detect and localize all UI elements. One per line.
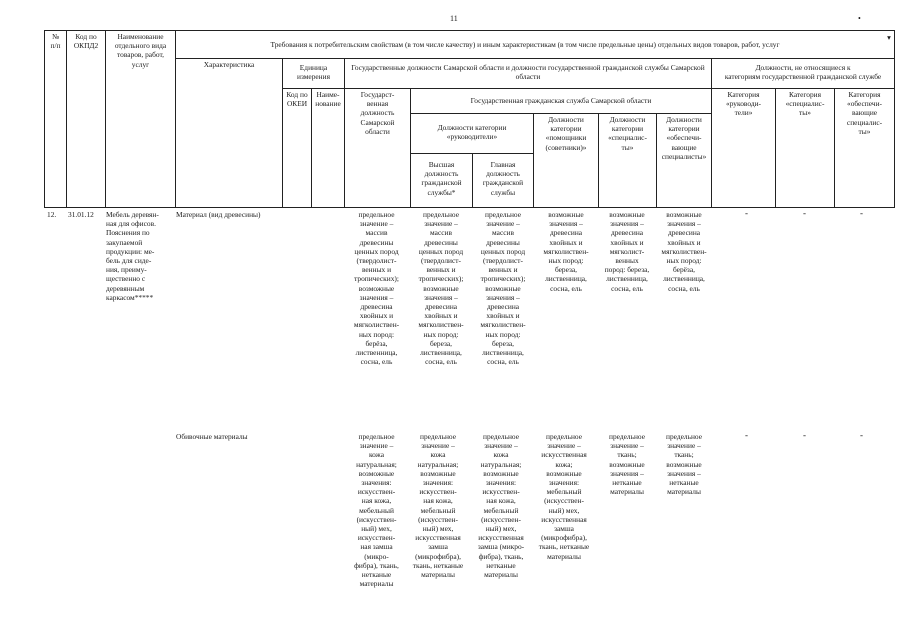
material-main: предельное значение – массив древесины ценных пород (твердолист- венных и тропических); возможные значения – древесина хвойных и мягколиствен- ных пород: береза, лиственница, сосна, ель — [480, 210, 526, 367]
row-okpd: 31.01.12 — [68, 210, 94, 219]
material-highest: предельное значение – массив древесины ценных пород (твердолист- венных и тропических); возможные значения – древесина хвойных и мягколиствен- ных пород: береза, лиственница, сосна, ель — [418, 210, 464, 367]
header-num: № п/п — [50, 32, 61, 51]
header-requirements: Требования к потребительским свойствам (в том числе качеству) и иным характеристикам (в том числе предельные цены) отдельных видов товаров, работ, услуг — [270, 40, 780, 49]
header-characteristic: Характеристика — [203, 60, 255, 69]
upholstery-support: предельное значение – ткань; возможные значения – нетканые материалы — [666, 432, 702, 497]
upholstery-state-position: предельное значение – кожа натуральная; возможные значения: искусствен- ная кожа, мебельный (искусствен- ный) мех, искусствен- ная замша (микро- фибра), ткань, нетканые материалы — [354, 432, 399, 589]
header-highest: Высшая должность гражданской службы* — [421, 160, 462, 197]
upholstery-specialists: предельное значение – ткань; возможные значения – нетканые материалы — [609, 432, 645, 497]
page-number: 11 — [450, 14, 458, 23]
characteristic-upholstery-label: Обивочные материалы — [176, 432, 248, 441]
header-unit-code: Код по ОКЕИ — [286, 90, 308, 109]
material-assistants: возможные значения – древесина хвойных и мягколиствен- ных пород: береза, лиственница, сосна, ель — [543, 210, 589, 293]
characteristic-material-label: Материал (вид древесины) — [176, 210, 261, 219]
material-cat-support: - — [860, 208, 863, 218]
header-civil-service: Государственная гражданская служба Самарской области — [470, 96, 652, 105]
header-other-positions: Должности, не относящиеся к категориям государственной гражданской службе — [724, 63, 882, 82]
upholstery-main: предельное значение – кожа натуральная; возможные значения: искусствен- ная кожа, мебельный (искусствен- ный) мех, искусственная замша (микро- фибра), ткань, нетканые материалы — [477, 432, 525, 580]
header-okpd: Код по ОКПД2 — [73, 32, 99, 51]
material-specialists: возможные значения – древесина хвойных и мягколист- венных пород: береза, лиственница, сосна, ель — [604, 210, 650, 293]
header-main: Главная должность гражданской службы — [482, 160, 524, 197]
header-managers: Должности категории «руководители» — [437, 123, 507, 142]
material-cat-managers: - — [745, 208, 748, 218]
header-assistants: Должности категории «помощники (советники)» — [545, 115, 587, 152]
material-state-position: предельное значение – массив древесины ценных пород (твердолист- венных и тропических); возможные значения – древесина хвойных и мягколиствен- ных пород: берёза, лиственница, сосна, ель — [353, 210, 400, 367]
header-support: Должности категории «обеспечи- вающие специалисты» — [661, 115, 707, 161]
upholstery-assistants: предельное значение – искусственная кожа; возможные значения: мебельный (искусствен- ный) мех, искусственная замша (микрофибра), ткань, нетканые материалы — [538, 432, 590, 561]
header-specialists: Должности категории «специалис- ты» — [608, 115, 647, 152]
row-num: 12. — [47, 210, 57, 219]
header-right-mark: ▾ — [887, 33, 891, 42]
header-unit-name: Наиме- нование — [315, 90, 341, 109]
header-cat-managers: Категория «руководи- тели» — [726, 90, 761, 118]
upholstery-cat-managers: - — [745, 430, 748, 440]
material-cat-specialists: - — [803, 208, 806, 218]
corner-mark: • — [858, 14, 861, 23]
upholstery-cat-specialists: - — [803, 430, 806, 440]
upholstery-highest: предельное значение – кожа натуральная; возможные значения: искусствен- ная кожа, мебельный (искусствен- ный) мех, искусственная замша (микрофибра), ткань, нетканые материалы — [412, 432, 464, 580]
header-cat-support: Категория «обеспечи- вающие специалис- ты» — [846, 90, 883, 136]
header-cat-specialists: Категория «специалис- ты» — [785, 90, 825, 118]
header-positions-group: Государственные должности Самарской области и должности государственной гражданской службы Самарской области — [351, 63, 705, 82]
upholstery-cat-support: - — [860, 430, 863, 440]
row-item-name: Мебель деревян- ная для офисов. Пояснения по закупаемой продукции: ме- бель для сиде- ния, преиму- щественно с деревянным каркасом***** — [106, 210, 159, 302]
header-item-name: Наименование отдельного вида товаров, работ, услуг — [114, 32, 167, 69]
material-support: возможные значения – древесина хвойных и мягколиствен- ных пород: берёза, лиственница, сосна, ель — [661, 210, 707, 293]
header-unit: Единица измерения — [296, 63, 330, 82]
header-state-position: Государст- венная должность Самарской области — [360, 90, 395, 136]
